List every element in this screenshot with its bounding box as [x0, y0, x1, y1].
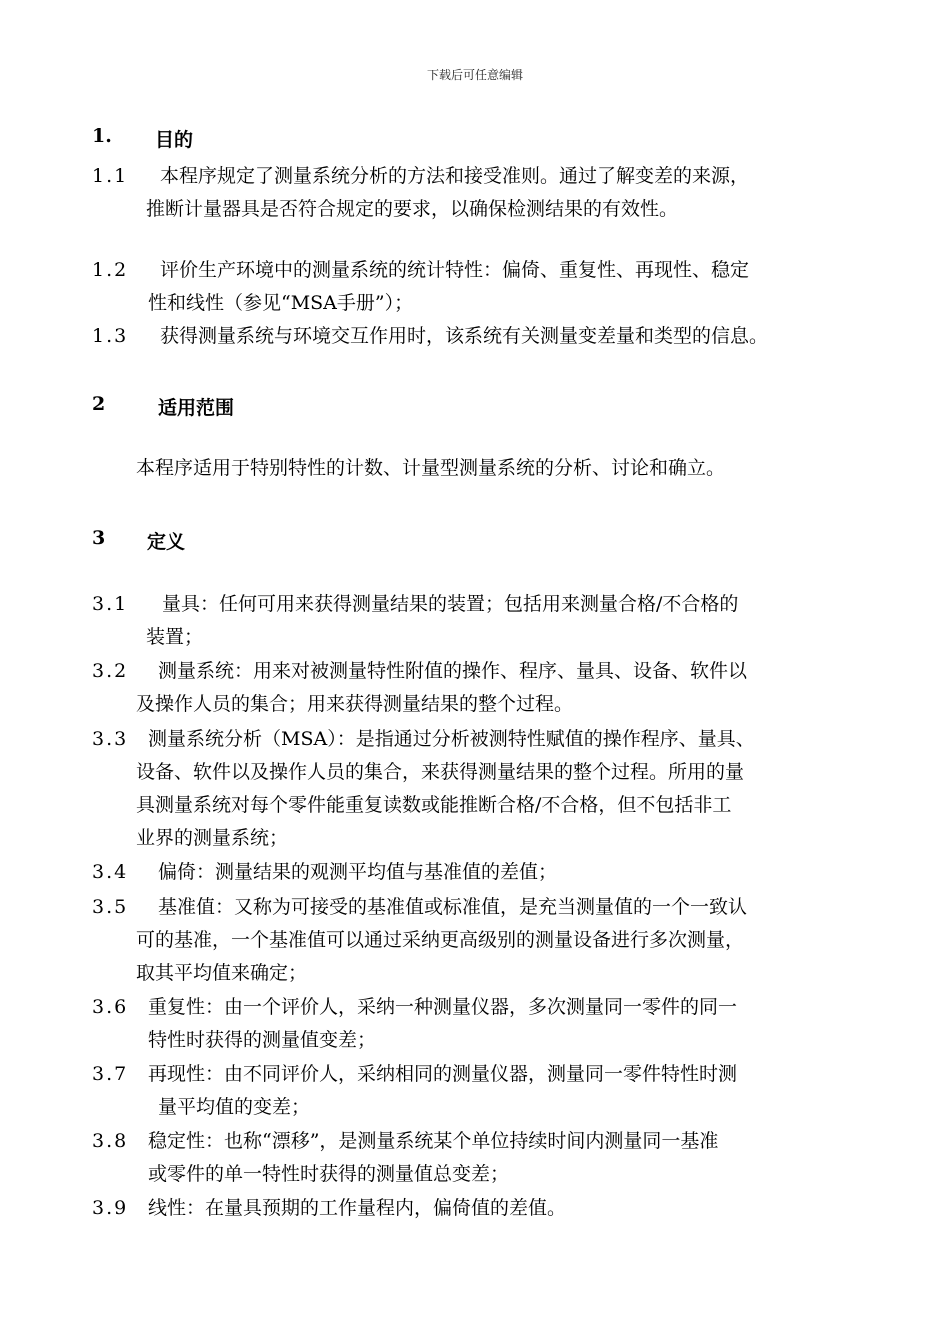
list-item [92, 1058, 862, 1124]
list-item [92, 991, 862, 1057]
item-text: 重复性：由一个评价人，采纳一种测量仪器，多次测量同一零件的同一 [148, 996, 738, 1018]
item-text: 具测量系统对每个零件能重复读数或能推断合格/不合格，但不包括非工 [136, 794, 732, 816]
section-number: 3 [92, 527, 106, 549]
item-number: 3.6 [92, 996, 129, 1018]
item-text: 设备、软件以及操作人员的集合，来获得测量结果的整个过程。所用的量 [136, 761, 745, 783]
item-text: 获得测量系统与环境交互作用时，该系统有关测量变差量和类型的信息。 [160, 325, 769, 347]
list-item [92, 891, 862, 990]
item-number: 3.4 [92, 861, 129, 883]
item-number: 3.5 [92, 896, 129, 918]
item-text: 线性：在量具预期的工作量程内，偏倚值的差值。 [148, 1197, 567, 1219]
item-number: 1.1 [92, 165, 129, 187]
item-text: 基准值：又称为可接受的基准值或标准值，是充当测量值的一个一致认 [158, 896, 748, 918]
item-text: 本程序规定了测量系统分析的方法和接受准则。通过了解变差的来源， [160, 165, 750, 187]
item-number: 1.2 [92, 259, 129, 281]
item-text: 及操作人员的集合；用来获得测量结果的整个过程。 [136, 693, 574, 715]
section-title: 目的 [155, 129, 194, 151]
item-text: 装置； [146, 626, 204, 648]
item-number: 1.3 [92, 325, 129, 347]
list-item [92, 655, 862, 721]
section-number: 2 [92, 393, 106, 415]
item-text: 取其平均值来确定； [136, 962, 308, 984]
section-title: 适用范围 [158, 397, 235, 419]
item-number: 3.2 [92, 660, 129, 682]
list-item [92, 160, 862, 226]
page-header: 下载后可任意编辑 [426, 68, 523, 82]
item-number: 3.8 [92, 1130, 129, 1152]
item-text: 推断计量器具是否符合规定的要求，以确保检测结果的有效性。 [146, 198, 679, 220]
item-number: 3.1 [92, 593, 129, 615]
item-text: 评价生产环境中的测量系统的统计特性：偏倚、重复性、再现性、稳定 [160, 259, 750, 281]
item-text: 性和线性（参见“MSA手册”）； [148, 292, 414, 314]
item-text: 测量系统：用来对被测量特性附值的操作、程序、量具、设备、软件以 [158, 660, 748, 682]
item-text: 量平均值的变差； [158, 1096, 311, 1118]
section-title: 定义 [147, 531, 186, 553]
list-item [92, 1125, 862, 1191]
item-number: 3.9 [92, 1197, 129, 1219]
item-text: 稳定性：也称“漂移”，是测量系统某个单位持续时间内测量同一基准 [148, 1130, 719, 1152]
list-item [92, 1192, 862, 1225]
item-text: 或零件的单一特性时获得的测量值总变差； [148, 1163, 510, 1185]
scope-paragraph: 本程序适用于特别特性的计数、计量型测量系统的分析、讨论和确立。 [136, 457, 726, 479]
item-text: 再现性：由不同评价人，采纳相同的测量仪器，测量同一零件特性时测 [148, 1063, 738, 1085]
item-text: 偏倚：测量结果的观测平均值与基准值的差值； [158, 861, 558, 883]
list-item [92, 588, 862, 654]
item-number: 3.7 [92, 1063, 129, 1085]
item-text: 可的基准，一个基准值可以通过采纳更高级别的测量设备进行多次测量， [136, 929, 745, 951]
item-text: 业界的测量系统； [136, 827, 289, 849]
section-number: 1. [92, 125, 112, 147]
list-item [92, 723, 862, 855]
item-text: 特性时获得的测量值变差； [148, 1029, 377, 1051]
list-item [92, 254, 862, 320]
item-text: 量具：任何可用来获得测量结果的装置；包括用来测量合格/不合格的 [162, 593, 739, 615]
item-number: 3.3 [92, 728, 129, 750]
list-item [92, 856, 862, 889]
list-item [92, 320, 862, 353]
item-text: 测量系统分析（MSA）：是指通过分析被测特性赋值的操作程序、量具、 [148, 728, 755, 750]
